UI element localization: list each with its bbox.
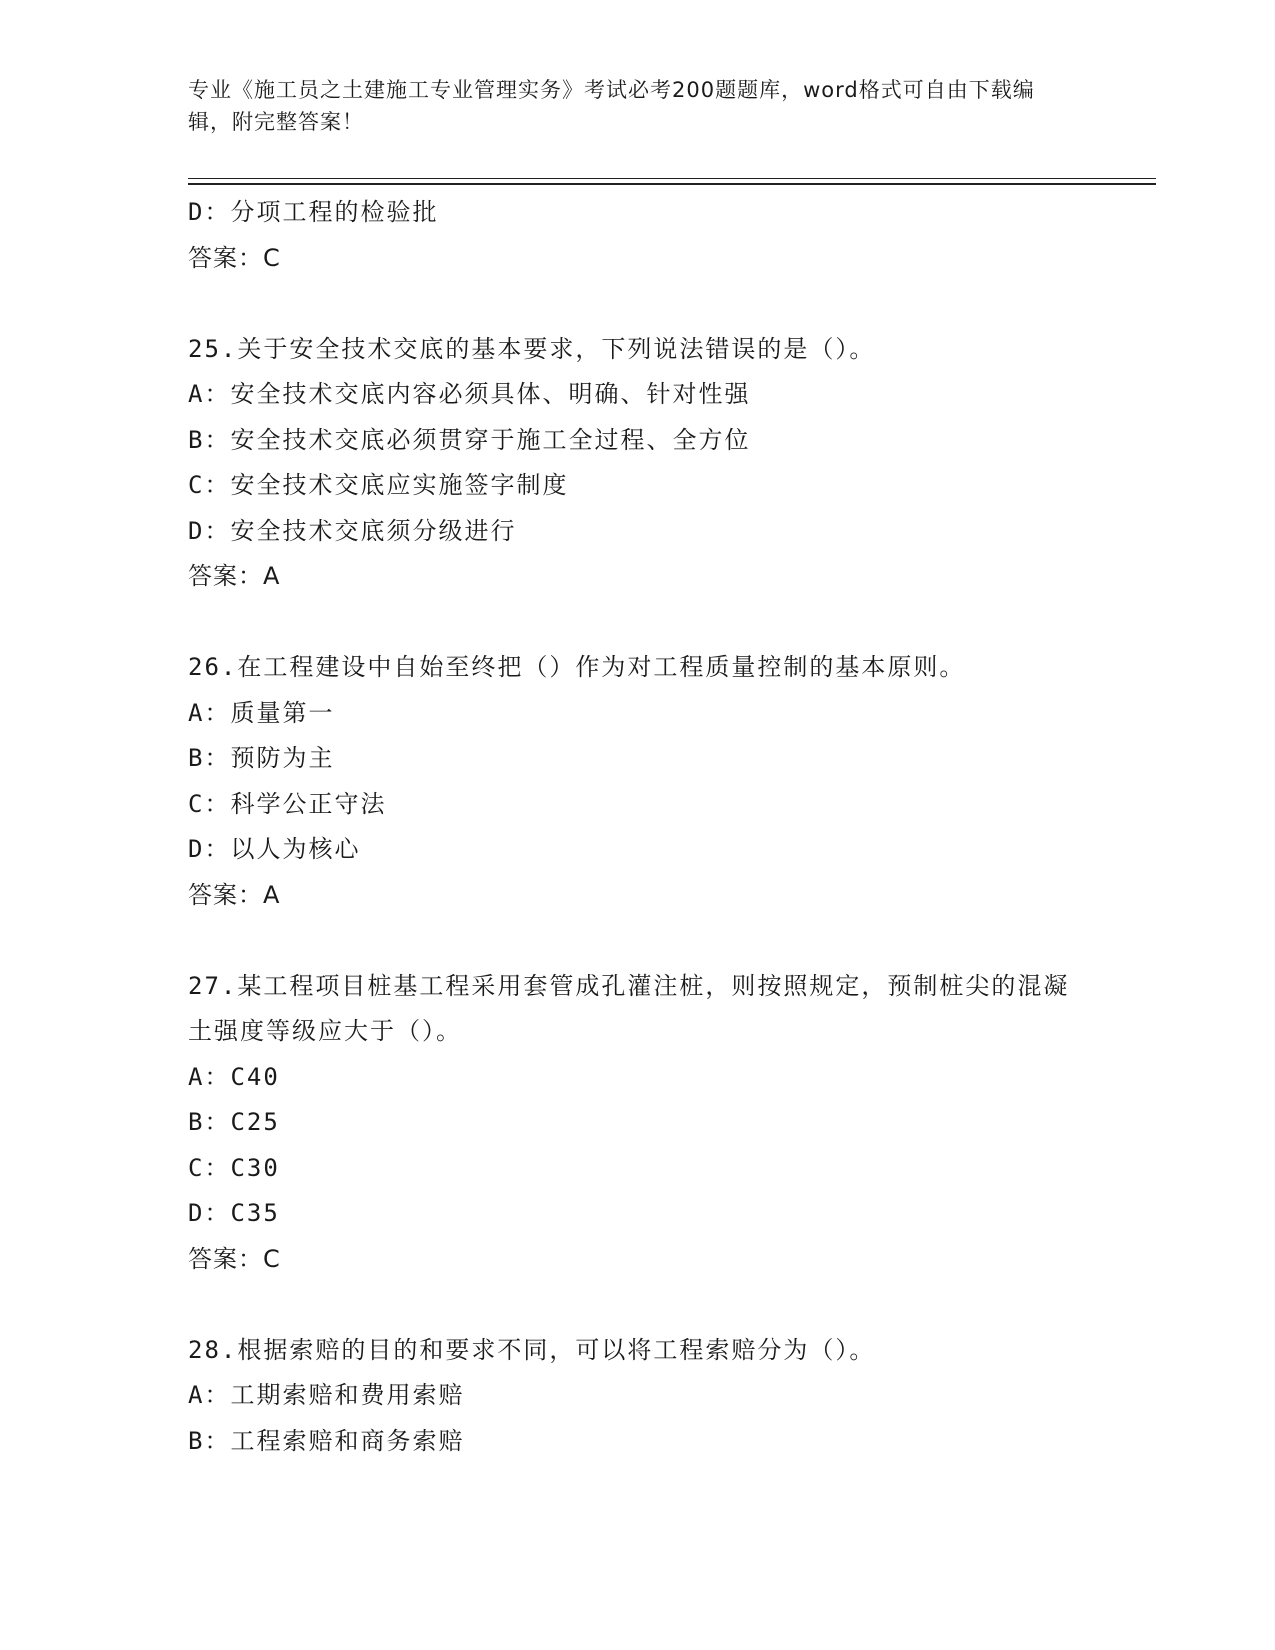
spacer <box>188 918 1088 964</box>
question-stem: 26.在工程建设中自始至终把（）作为对工程质量控制的基本原则。 <box>188 653 966 681</box>
option-c: C：安全技术交底应实施签字制度 <box>188 471 569 499</box>
spacer <box>188 281 1088 327</box>
option-a: A：C40 <box>188 1062 280 1091</box>
question-27 <box>188 964 1088 1283</box>
question-list <box>188 190 1088 1464</box>
option-d: D：安全技术交底须分级进行 <box>188 516 517 545</box>
spacer <box>188 1282 1088 1328</box>
question-stem: 25.关于安全技术交底的基本要求，下列说法错误的是（）。 <box>188 334 876 363</box>
question-26 <box>188 645 1088 918</box>
option-a: A：安全技术交底内容必须具体、明确、针对性强 <box>188 380 751 408</box>
option-b: B：工程索赔和商务索赔 <box>188 1426 465 1455</box>
option-a: A：质量第一 <box>188 698 335 727</box>
option-d: D：C35 <box>188 1199 280 1227</box>
question-25 <box>188 327 1088 600</box>
question-28 <box>188 1328 1088 1465</box>
prev-option-d: D：分项工程的检验批 <box>188 198 439 226</box>
option-b: B：C25 <box>188 1108 280 1136</box>
answer-line: 答案：A <box>188 880 281 909</box>
header-divider-thin <box>188 178 1156 179</box>
header-divider-thick <box>188 183 1156 185</box>
option-d: D：以人为核心 <box>188 835 361 863</box>
option-c: C：科学公正守法 <box>188 789 387 818</box>
answer-line: 答案：A <box>188 562 281 590</box>
option-b: B：安全技术交底必须贯穿于施工全过程、全方位 <box>188 425 751 454</box>
answer-line: 答案：C <box>188 1244 281 1273</box>
question-stem: 28.根据索赔的目的和要求不同，可以将工程索赔分为（）。 <box>188 1335 876 1364</box>
option-c: C：C30 <box>188 1153 280 1182</box>
option-b: B：预防为主 <box>188 744 335 772</box>
option-a: A：工期索赔和费用索赔 <box>188 1381 465 1409</box>
prev-answer: 答案：C <box>188 243 281 272</box>
spacer <box>188 600 1088 646</box>
document-header: 专业《施工员之土建施工专业管理实务》考试必考200题题库，word格式可自由下载编辑，附完整答案！ <box>188 78 1035 134</box>
question-stem: 27.某工程项目桩基工程采用套管成孔灌注桩，则按照规定，预制桩尖的混凝土强度等级应大于（）。 <box>188 971 1070 1045</box>
